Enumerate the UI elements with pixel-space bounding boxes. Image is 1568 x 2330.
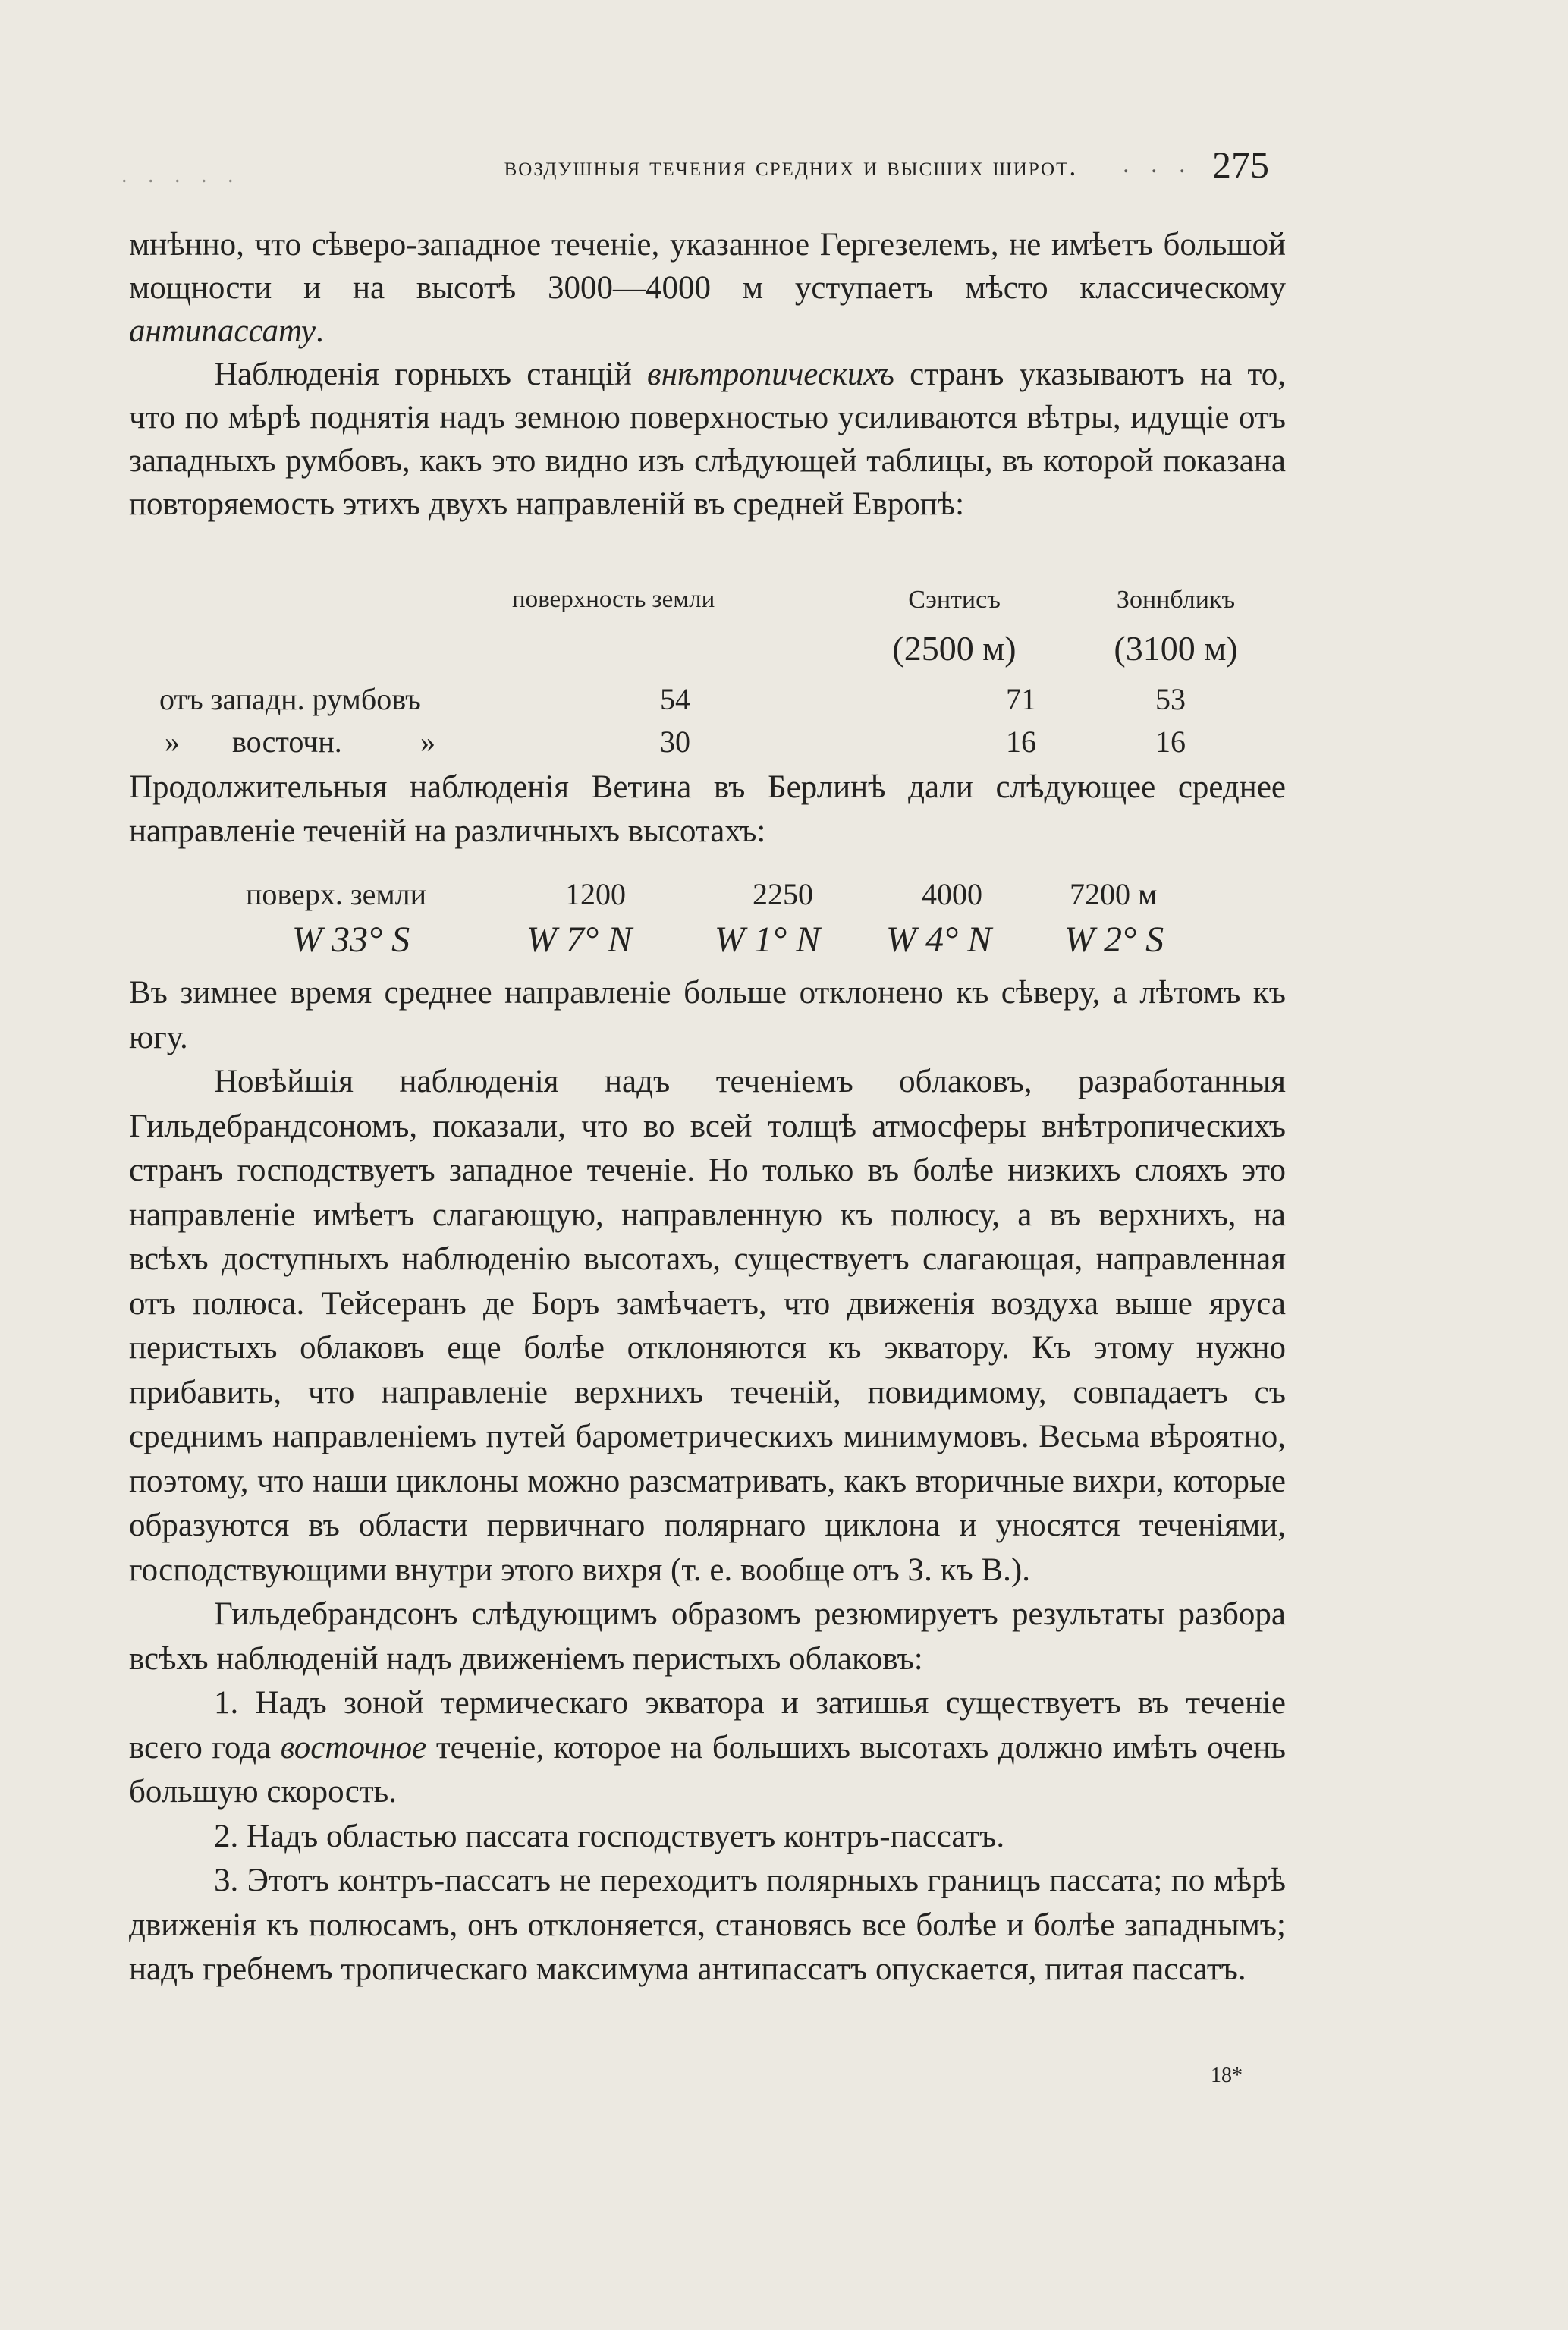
signature-mark: 18* bbox=[1211, 2064, 1243, 2087]
table-row bbox=[129, 724, 1286, 766]
table-cell: 54 bbox=[660, 682, 690, 716]
height-label-4000: 4000 bbox=[922, 877, 982, 911]
direction-surface: W 33° S bbox=[292, 920, 410, 960]
ditto-mark: » bbox=[420, 725, 435, 759]
table-row-label: отъ западн. румбовъ bbox=[159, 682, 421, 716]
header-dots-left: . . . . . bbox=[121, 162, 241, 187]
berlin-observations-text bbox=[129, 766, 1286, 854]
intro-text bbox=[129, 223, 1286, 526]
list-item-1-end: теченіе, которое на большихъ высотахъ должно имѣть очень большую скорость. bbox=[129, 1729, 1286, 1810]
table-unit-sonnblick: (3100 м) bbox=[1114, 629, 1238, 668]
header-dots-right: . . . bbox=[1123, 150, 1193, 178]
direction-1200: W 7° N bbox=[526, 920, 633, 960]
paragraph-1-text: мнѣнно, что сѣверо-западное теченіе, указанное Гергезелемъ, не имѣетъ большой мощности и на высотѣ 3000—4000 м уступаетъ мѣсто классическому bbox=[129, 227, 1286, 306]
paragraph-2-start: Наблюденія горныхъ станцій bbox=[214, 357, 632, 392]
direction-4000: W 4° N bbox=[886, 920, 992, 960]
table-header-surface: поверхность земли bbox=[512, 586, 715, 613]
height-label-7200: 7200 м bbox=[1070, 877, 1158, 911]
table-header-sonnblick: Зоннбликъ bbox=[1116, 586, 1236, 614]
antipassat-term: антипассату bbox=[129, 313, 316, 349]
table-header-santis: Сэнтисъ bbox=[908, 586, 1001, 614]
paragraph-4: Въ зимнее время среднее направленіе больше отклонено къ сѣверу, а лѣтомъ къ югу. bbox=[129, 975, 1286, 1055]
wind-frequency-table bbox=[129, 586, 1286, 766]
paragraph-2-text: странъ указываютъ на то, что по мѣрѣ поднятія надъ земною поверхностью усиливаются вѣтры, идущіе отъ западныхъ румбовъ, какъ это видно изъ слѣдующей таблицы, въ которой показана повторяемость этихъ двухъ направленій въ средней Европѣ: bbox=[129, 357, 1286, 522]
height-label-2250: 2250 bbox=[753, 877, 813, 911]
height-label-1200: 1200 bbox=[565, 877, 626, 911]
table-cell: 16 bbox=[1155, 725, 1186, 759]
list-item: 3. Этотъ контръ-пассатъ не переходитъ полярныхъ границъ пассата; по мѣрѣ движенія къ полюсамъ, онъ отклоняется, становясь все болѣе и болѣе западнымъ; надъ гребнемъ тропическаго максимума антипассатъ опускается, питая пассатъ. bbox=[129, 1863, 1286, 1987]
list-item: 2. Надъ областью пассата господствуетъ контръ-пассатъ. bbox=[214, 1818, 1005, 1854]
main-text bbox=[129, 971, 1286, 1992]
table-cell: 16 bbox=[1006, 725, 1036, 759]
extratropical-term: внѣтропическихъ bbox=[647, 357, 894, 392]
paragraph-1-end: . bbox=[316, 313, 324, 349]
list-item bbox=[129, 1681, 1286, 1815]
table-cell: 30 bbox=[660, 725, 690, 759]
table-cell: 71 bbox=[1006, 682, 1036, 716]
ditto-mark: » bbox=[165, 725, 180, 759]
paragraph-2 bbox=[129, 353, 1286, 526]
table-cell: 53 bbox=[1155, 682, 1186, 716]
running-header: воздушныя течения средних и высших широт. bbox=[504, 151, 1078, 181]
table-row-label: восточн. bbox=[232, 725, 342, 759]
height-label-surface: поверх. земли bbox=[246, 877, 427, 911]
heights-directions bbox=[129, 876, 1286, 960]
eastern-term: восточное bbox=[280, 1729, 427, 1766]
list-item-1-start: 1. Надъ зоной термическаго экватора и затишья существуетъ въ теченіе всего года bbox=[129, 1685, 1286, 1766]
table-row bbox=[129, 681, 1286, 724]
table-header-row bbox=[129, 586, 1286, 628]
paragraph-5: Новѣйшія наблюденія надъ теченіемъ облаковъ, разработанныя Гильдебрандсономъ, показали, что во всей толщѣ атмосферы внѣтропическихъ странъ господствуетъ западное теченіе. Но только въ болѣе низкихъ слояхъ это направленіе имѣетъ слагающую, направленную къ полюсу, а въ верхнихъ, на всѣхъ доступныхъ наблюденію высотахъ, существуетъ слагающая, направленная отъ полюса. Тейсеранъ де Боръ замѣчаетъ, что движенія воздуха выше яруса перистыхъ облаковъ еще болѣе отклоняются къ экватору. Къ этому нужно прибавить, что направленіе верхнихъ теченій, повидимому, совпадаетъ съ среднимъ направленіемъ путей барометрическихъ минимумовъ. Весьма вѣроятно, поэтому, что наши циклоны можно разсматривать, какъ вторичные вихри, которые образуются въ области первичнаго полярнаго циклона и уносятся теченіями, господствующими внутри этого вихря (т. е. вообще отъ З. къ В.). bbox=[129, 1064, 1286, 1588]
direction-7200: W 2° S bbox=[1064, 920, 1164, 960]
paragraph-6: Гильдебрандсонъ слѣдующимъ образомъ резюмируетъ результаты разбора всѣхъ наблюденій надъ движеніемъ перистыхъ облаковъ: bbox=[129, 1596, 1286, 1677]
table-unit-santis: (2500 м) bbox=[892, 629, 1017, 668]
paragraph-3: Продолжительныя наблюденія Ветина въ Берлинѣ дали слѣдующее среднее направленіе теченій на различныхъ высотахъ: bbox=[129, 769, 1286, 849]
page-number: 275 bbox=[1212, 143, 1269, 186]
direction-2250: W 1° N bbox=[715, 920, 821, 960]
table-units-row bbox=[129, 628, 1286, 681]
paragraph-1 bbox=[129, 223, 1286, 353]
